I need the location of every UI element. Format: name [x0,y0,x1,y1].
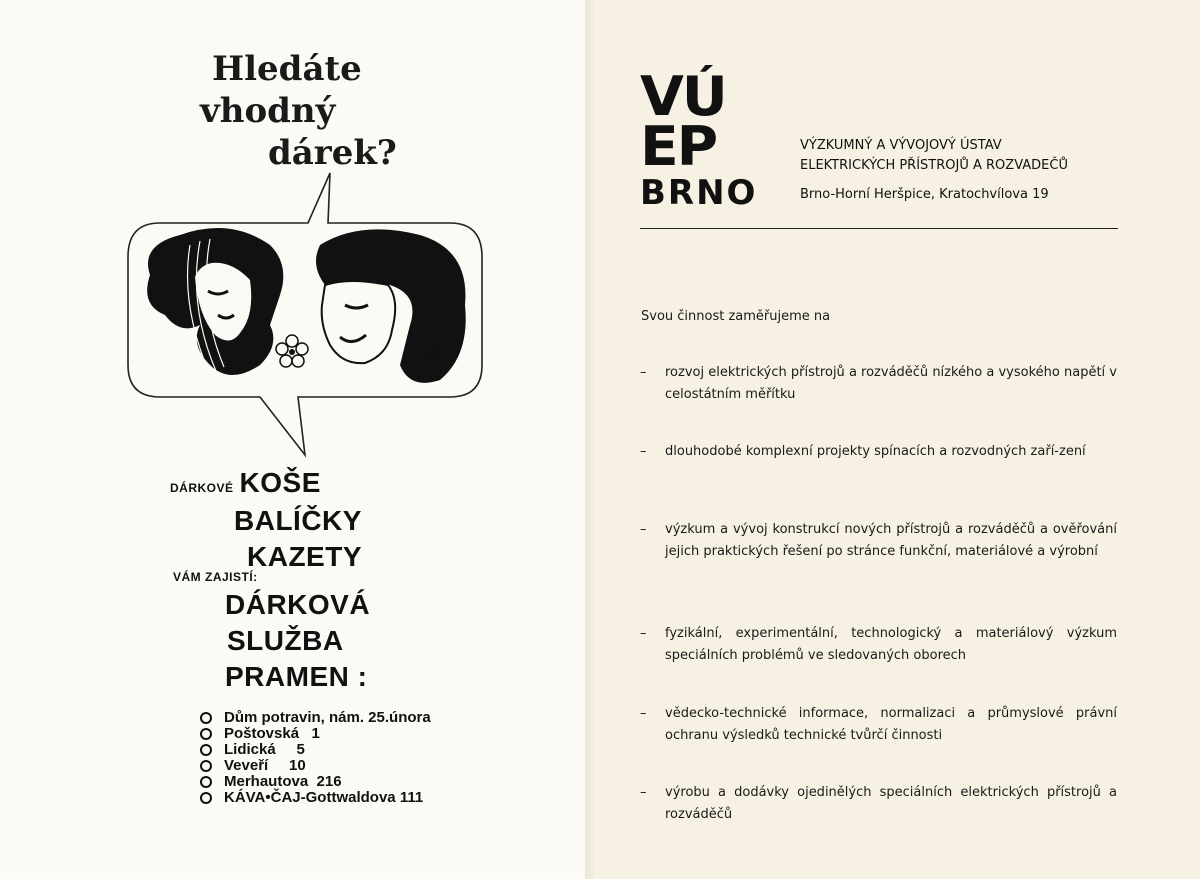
headline-line: vhodný [200,91,336,131]
circle-bullet-icon [200,712,212,724]
list-item: – výzkum a vývoj konstrukcí nových přístrojů a rozváděčů a ověřování jejich praktických řešení po stránce funkční, materiálové a výrobní [640,519,1120,563]
offer-vam-zajisti: VÁM ZAJISTÍ: [173,570,258,584]
headline-line: dárek? [268,133,397,173]
list-item: – vědecko-technické informace, normalizaci a průmyslové právní ochranu výsledků technické tvůrčí činnosti [640,703,1120,747]
institute-header [800,136,1140,205]
shop-item: Poštovská 1 [200,726,500,742]
dash-bullet: – [640,522,647,537]
institute-name: ELEKTRICKÝCH PŘÍSTROJŮ A ROZVADEČŮ [800,158,1068,173]
dash-bullet: – [640,444,647,459]
list-item: – dlouhodobé komplexní projekty spínacích a rozvodných zaří-zení [640,441,1120,463]
offer-darkove: DÁRKOVÉ [170,480,234,495]
shop-item: Lidická 5 [200,742,500,758]
offer-kose: KOŠE [239,467,321,498]
shop-item: KÁVA•ČAJ-Gottwaldova 111 [200,790,500,806]
list-item: – fyzikální, experimentální, technologický a materiálový výzkum speciálních problémů ve sledovaných oborech [640,623,1120,667]
divider [640,228,1118,229]
shop-item: Merhautova 216 [200,774,500,790]
headline [200,48,460,174]
flower-icon [276,335,308,367]
vuep-logo: VÚ EP BRNO [640,65,758,213]
offer-pramen: PRAMEN : [225,661,368,692]
offer-sluzba: SLUŽBA [227,625,344,656]
page-gutter [585,0,595,879]
offer-darkova: DÁRKOVÁ [225,589,371,620]
list-item: – výrobu a dodávky ojedinělých speciálních elektrických přístrojů a rozváděčů [640,782,1120,826]
dash-bullet: – [640,626,647,641]
institute-address: Brno-Horní Heršpice, Kratochvílova 19 [800,187,1049,202]
circle-bullet-icon [200,728,212,740]
shop-item: Dům potravin, nám. 25.února [200,710,500,726]
offer-balicky: BALÍČKY [234,505,362,536]
shop-item: Veveří 10 [200,758,500,774]
shop-list [200,710,500,806]
man-face [322,281,396,363]
list-item: – rozvoj elektrických přístrojů a rozváděčů nízkého a vysokého napětí v celostátním měřítku [640,362,1120,406]
headline-line: Hledáte [212,49,362,89]
dash-bullet: – [640,785,647,800]
circle-bullet-icon [200,776,212,788]
institute-name: VÝZKUMNÝ A VÝVOJOVÝ ÚSTAV [800,138,1002,153]
circle-bullet-icon [200,744,212,756]
couple-illustration [120,165,490,465]
dash-bullet: – [640,365,647,380]
dash-bullet: – [640,706,647,721]
offer-kazety: KAZETY [247,541,362,572]
circle-bullet-icon [200,760,212,772]
circle-bullet-icon [200,792,212,804]
intro-text: Svou činnost zaměřujeme na [641,309,831,324]
